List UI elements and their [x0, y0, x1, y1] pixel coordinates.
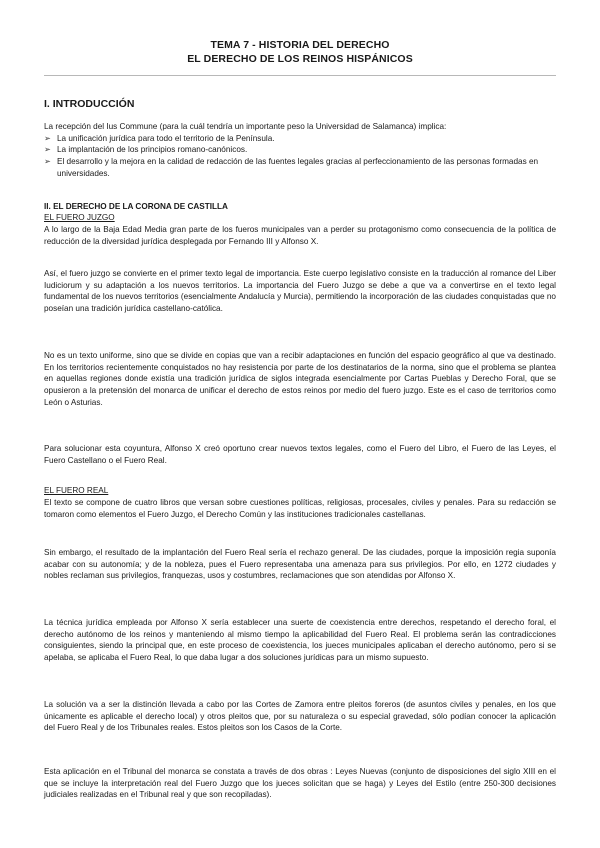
paragraph-text: Para solucionar esta coyuntura, Alfonso X creó oportuno crear nuevos textos legales, como el Fuero del Libro, el Fuero de las Leyes, el Fuero Castellano o el Fuero Real.: [44, 444, 556, 465]
paragraph-text: La solución va a ser la distinción llevada a cabo por las Cortes de Zamora entre pleitos foreros (de asuntos civiles y penales, en los que únicamente es aplicable el derecho local) y otros pleitos que, por su naturaleza o su especial gravedad, sólo podían conocer la aplicación del Fuero Real y de los Tribunales reales. Estos pleitos son los Casos de la Corte.: [44, 700, 556, 733]
title-line-1: TEMA 7 - HISTORIA DEL DERECHO: [210, 39, 390, 51]
bullet-text: La unificación jurídica para todo el territorio de la Península.: [57, 133, 275, 143]
section-1-heading: I. INTRODUCCIÓN: [44, 98, 135, 110]
title-line-2: EL DERECHO DE LOS REINOS HISPÁNICOS: [187, 53, 413, 65]
fuero-juzgo-paragraph-4: [44, 443, 556, 466]
fuero-juzgo-paragraph-1: [44, 224, 556, 247]
document-title: [0, 38, 600, 66]
paragraph-text: A lo largo de la Baja Edad Media gran parte de los fueros municipales van a perder su protagonismo como consecuencia de la política de reducción de la diversidad jurídica desplegada por Fernando III y Alfonso X.: [44, 225, 556, 246]
bullet-text: La implantación de los principios romano-canónicos.: [57, 145, 248, 155]
title-divider: [44, 75, 556, 76]
arrow-bullet-icon: ➢: [44, 133, 51, 143]
fuero-real-heading-block: [44, 485, 556, 496]
fuero-juzgo-paragraph-3: [44, 350, 556, 409]
list-item: [44, 144, 556, 156]
section-1-intro: La recepción del Ius Commune (para la cuál tendría un importante peso la Universidad de Salamanca) implica:: [44, 122, 447, 131]
fuero-real-paragraph-5: [44, 766, 556, 801]
section-1-bullet-list: [44, 133, 556, 180]
fuero-real-paragraph-3: [44, 617, 556, 664]
paragraph-text: Esta aplicación en el Tribunal del monarca se constata a través de dos obras : Leyes Nuevas (conjunto de disposiciones del siglo XIII en el que se incluye la interpretación real del Fuero Juzgo que los jueces solicitan que se haga) y Leyes del Estilo (entre 250-300 decisiones judiciales realizadas en el Tribunal real y que son recopiladas).: [44, 767, 556, 800]
list-item: [44, 156, 556, 179]
section-2-heading: II. EL DERECHO DE LA CORONA DE CASTILLA: [44, 202, 228, 211]
fuero-real-paragraph-4: [44, 699, 556, 734]
fuero-real-paragraph-2: [44, 547, 556, 582]
paragraph-text: No es un texto uniforme, sino que se divide en copias que van a recibir adaptaciones en función del espacio geográfico al que va destinado. En los territorios recientemente conquistados no hay resistencia por parte de los destinatarios de la norma, sino que el problema se plantea en aquellas regiones donde existía una tradición jurídica de siglos integrada esencialmente por Cartas Pueblas y Derecho Foral, que se opusieron a la pretensión del monarca de unificar el derecho de estos reinos por medio del fuero juzgo. Este es el caso de territorios como León o Asturias.: [44, 351, 556, 407]
fuero-juzgo-subheading: EL FUERO JUZGO: [44, 213, 115, 222]
list-item: [44, 133, 556, 145]
bullet-text: El desarrollo y la mejora en la calidad de redacción de las fuentes legales gracias al perfeccionamiento de las personas formadas en universidades.: [57, 157, 539, 178]
paragraph-text: La técnica jurídica empleada por Alfonso X sería establecer una suerte de coexistencia entre derechos, respetando el derecho foral, el derecho autónomo de los reinos y manteniendo al mismo tiempo la aplicabilidad del Fuero Real. El problema serán las contradicciones consiguientes, siendo la principal que, en este proceso de coexistencia, los jueces municipales aplicaban el derecho autónomo, pero si se apelaba, se aplicaba el Fuero Real, lo que daba lugar a dos soluciones jurídicas para un mismo supuesto.: [44, 618, 556, 663]
arrow-bullet-icon: ➢: [44, 157, 51, 167]
section-1-body: [44, 121, 556, 180]
paragraph-text: Así, el fuero juzgo se convierte en el primer texto legal de importancia. Este cuerpo legislativo consiste en la traducción al romance del Liber Iudiciorum y su adaptación a los nuevos territorios. La importancia del Fuero Juzgo se debe a que va a convertirse en el texto legal fundamental de los nuevos territorios (esencialmente Andalucía y Murcia), permitiendo la incorporación de las ciudades conquistadas que no poseían una tradición jurídica castellano-católica.: [44, 269, 556, 314]
arrow-bullet-icon: ➢: [44, 145, 51, 155]
paragraph-text: El texto se compone de cuatro libros que versan sobre cuestiones políticas, religiosas, procesales, civiles y penales. Para su redacción se tomaron como elementos el Fuero Juzgo, el Derecho Común y las instituciones tradicionales castellanas.: [44, 498, 556, 519]
section-2-heading-block: [44, 201, 556, 223]
fuero-real-subheading: EL FUERO REAL: [44, 486, 109, 495]
section-1-heading-block: [44, 97, 556, 111]
fuero-real-paragraph-1: [44, 497, 556, 520]
fuero-juzgo-paragraph-2: [44, 268, 556, 315]
paragraph-text: Sin embargo, el resultado de la implantación del Fuero Real sería el rechazo general. De las ciudades, porque la imposición regia suponía acabar con su autonomía; y de la nobleza, pues el Fuero representaba una amenaza para sus privilegios. Por ello, en 1272 ciudades y nobles reclaman sus privilegios, franquezas, usos y costumbres, reclamaciones que son atendidas por Alfonso X.: [44, 548, 556, 581]
